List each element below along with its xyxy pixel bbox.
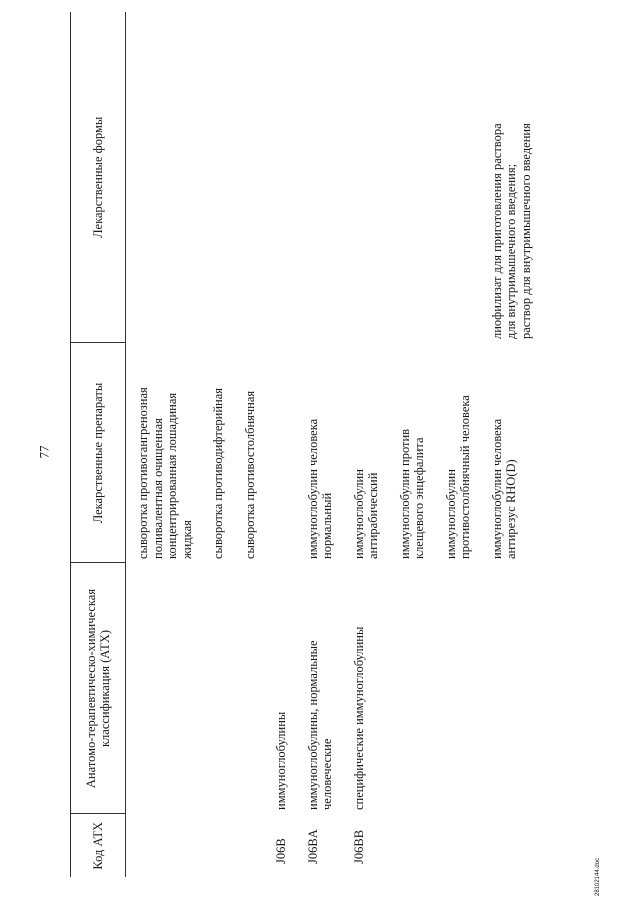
cell-atc (490, 563, 551, 814)
cell-code (398, 814, 444, 877)
cell-atc (444, 563, 490, 814)
cell-drug: иммуноглобулин против клещевого энцефалита (397, 428, 426, 559)
header-atc: Анатомо-терапевтическо-химическая классификация (АТХ) (71, 563, 126, 814)
cell-code (490, 814, 551, 877)
cell-drug: сыворотка противодифтерийная (211, 387, 225, 559)
cell-form (274, 12, 306, 343)
cell-drug: иммуноглобулин антирабический (351, 469, 380, 559)
header-code: Код АТХ (71, 814, 126, 877)
table-row (398, 12, 444, 877)
cell-code: J06BA (305, 829, 320, 864)
rotated-table-container (70, 12, 585, 877)
cell-form (444, 12, 490, 343)
cell-code (211, 814, 243, 877)
cell-form (126, 12, 212, 343)
cell-code: J06B (274, 838, 288, 864)
header-drugs: Лекарственные препараты (71, 343, 126, 563)
table-row (126, 12, 212, 877)
cell-drug (274, 343, 306, 563)
cell-drug: иммуноглобулин человека антирезус RHO(D) (489, 418, 518, 559)
cell-form (243, 12, 275, 343)
cell-form (306, 12, 352, 343)
cell-code (444, 814, 490, 877)
cell-atc (398, 563, 444, 814)
table-row (274, 12, 306, 877)
table-row (306, 12, 352, 877)
cell-form (211, 12, 243, 343)
table-header-row (71, 12, 126, 877)
table-row (444, 12, 490, 877)
cell-atc (126, 563, 212, 814)
document-reference-text: 28102144.doc (595, 857, 601, 896)
cell-drug: иммуноглобулин противостолбнячный человека (443, 395, 472, 559)
table-row (243, 12, 275, 877)
table-row (352, 12, 398, 877)
atc-table (70, 12, 550, 877)
cell-form (398, 12, 444, 343)
cell-form: лиофилизат для приготовления раствора для внутримышечного введения; раствор для внутримышечного введения (489, 123, 533, 339)
cell-code (126, 814, 212, 877)
cell-drug: сыворотка противогангренозная поливалентная очищенная концентрированная лошадиная жидкая (136, 387, 194, 559)
table-row (211, 12, 243, 877)
cell-atc: специфические иммуноглобулины (351, 626, 366, 810)
cell-code: J06BB (351, 829, 366, 864)
table-body (126, 12, 551, 877)
cell-drug: сыворотка противостолбнячная (242, 390, 257, 559)
header-forms: Лекарственные формы (71, 12, 126, 343)
cell-drug: иммуноглобулин человека нормальный (305, 418, 334, 559)
cell-form (352, 12, 398, 343)
page-number-text: 77 (36, 445, 51, 459)
cell-atc: иммуноглобулины (274, 711, 288, 810)
table-row (490, 12, 551, 877)
cell-atc (211, 563, 243, 814)
document-reference (589, 848, 609, 898)
cell-atc: иммуноглобулины, нормальные человеческие (305, 640, 334, 810)
page-number (32, 440, 56, 464)
cell-code (243, 814, 275, 877)
cell-atc (243, 563, 275, 814)
